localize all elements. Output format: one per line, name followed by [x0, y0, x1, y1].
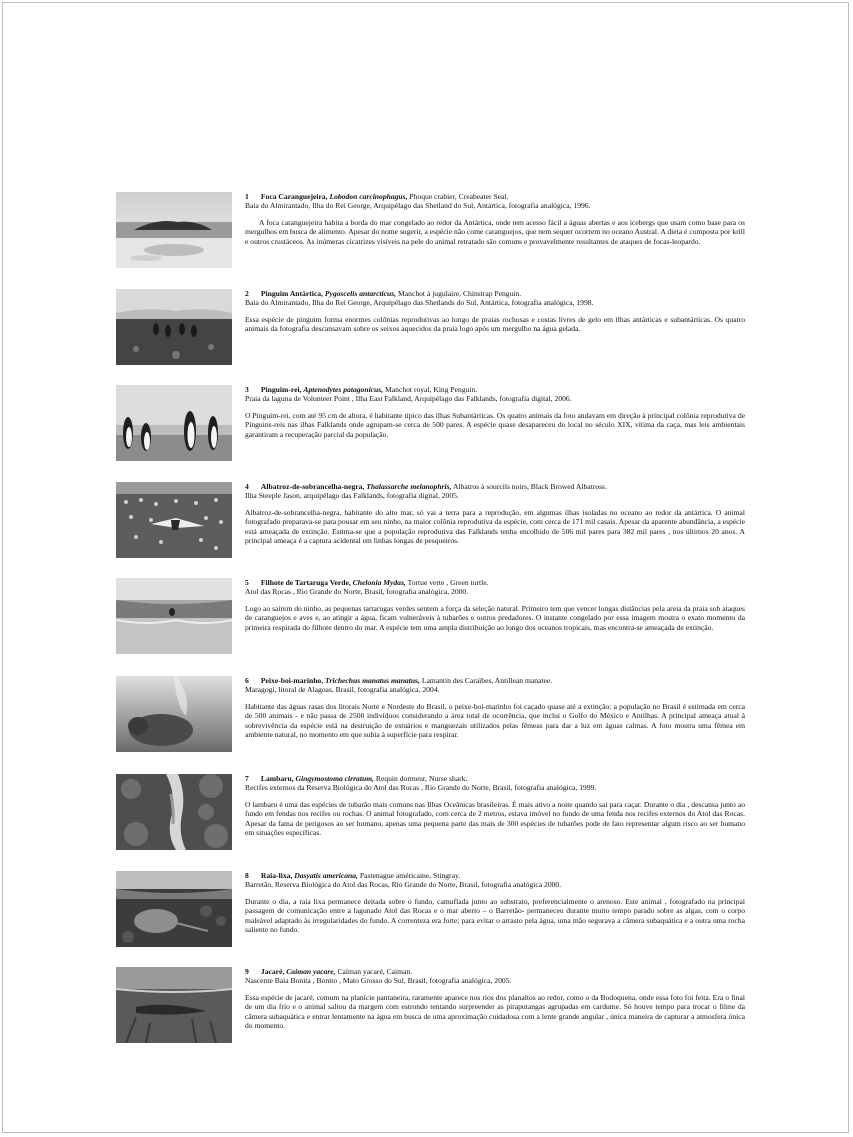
entry-location: Nascente Baia Bonita , Bonito , Mato Grosso do Sul, Brasil, fotografia analógica, 2005. — [245, 976, 512, 986]
species-entry — [116, 676, 746, 756]
photo-green-turtle — [116, 578, 232, 654]
entry-description: Durante o dia, a raia lixa permanece deitada sobre o fundo, camuflada junto ao substrato, preferencialmente o arenoso. Este animal , fotografado na principal passagem de comunicação entre a lagunado Atol das Rocas e o mar aberto – o Barretão- permaneceu durante muito tempo parado sobre as algas, com o corpo maleável adaptado às irregularidades do fundo. A correnteza era forte; para evitar o arrasto pela água, uma mão segurava a câmera subaquática e a outra uma rocha saliente no fundo. — [245, 896, 745, 935]
scientific-name: Dasyatis americana, — [294, 871, 358, 880]
entry-location: Baia do Almirantado, Ilha do Rei George, Arquipélago das Shetlands do Sul, Antártica, fotografia analógica, 1998. — [245, 298, 594, 308]
entry-text — [245, 774, 745, 837]
photo-crabeater-seal — [116, 192, 232, 268]
species-entry — [116, 482, 746, 562]
scientific-name: Thalassarche melanophris, — [366, 482, 452, 491]
caiman-photo-icon — [116, 967, 232, 1043]
entry-description: O lambaru é uma das espécies de tubarão mais comuns nas Ilhas Oceânicas brasileiras. É mais ativo a noite quando sai para caçar. Durante o dia , descansa junto ao fundo em fendas nos recifes ou rochas. O animal fotografado, com cerca de 2 metros, estava imóvel no fundo de uma fenda nos recifes externos do Atol das Rocas. Apesar da fama de perigosos ao ser humano, apenas uma pequena parte das mais de 300 espécies de tubarões pode de fato representar algum risco ao ser humano em situações específicas. — [245, 799, 745, 838]
other-names: Pastenague américaine, Stingray. — [359, 871, 461, 880]
entry-number: 9 — [245, 967, 249, 976]
entry-heading — [245, 482, 745, 491]
other-names: Albatros à sourcils noirs, Black Browed Albatross. — [452, 482, 607, 491]
entry-number: 4 — [245, 482, 249, 491]
other-names: Requin dormeur, Nurse shark. — [375, 774, 468, 783]
other-names: Phoque crabier, Creabeater Seal. — [409, 192, 509, 201]
manatee-photo-icon — [116, 676, 232, 752]
albatross-photo-icon — [116, 482, 232, 558]
photo-manatee — [116, 676, 232, 752]
entry-description: Habitante das águas rasas dos litorais Norte e Nordeste do Brasil, o peixe-boi-marinho foi caçado quase até a extinção: a população no Brasil é estimada em cerca de 500 animais - e não passa de 2500 indivíduos considerando a área total de ocorrência, que inclui o Golfo do México e Antilhas. A principal ameaça atual à sobrevivência da espécie está na destruição de estuários e manguezais utilizados pelas fêmeas para dar a luz em águas calmas. A foto mostra uma fêmea em ambiente natural, no momento em que subia à superfície para respirar. — [245, 701, 745, 740]
entry-text — [245, 967, 745, 1030]
entry-heading — [245, 967, 745, 976]
entry-description: O Pinguim-rei, com até 95 cm de altura, é habitante típico das ilhas Subantárticas. Os quatro animais da foto andavam em direção à principal colônia reprodutiva de Pinguins-reis nas ilhas Falklands onde agrupam-se cerca de 500 pares. A espécie quase desapareceu do local no século XIX, vítima da caça, mas leis ambientais garantiram a recuperação parcial da população. — [245, 410, 745, 439]
scientific-name: Aptenodytes patagonicus, — [303, 385, 384, 394]
common-name: Lambaru, — [260, 774, 294, 783]
entry-location: Recifes externos da Reserva Biológica do Atol das Rocas , Rio Grande do Norte, Brasil, fotografia analógica, 1999. — [245, 783, 597, 793]
other-names: Manchot à jugulaire, Chinstrap Penguin. — [398, 289, 522, 298]
entry-heading — [245, 385, 745, 394]
entry-text — [245, 385, 745, 439]
entry-number: 2 — [245, 289, 249, 298]
species-entry — [116, 578, 746, 658]
entry-description: Albatroz-de-sobrancelha-negra, habitante do alto mar, só vai a terra para a reprodução, em algumas ilhas isoladas no oceano ao redor da antártica. O animal fotografado preparava-se para pousar em seu ninho, na maior colônia reprodutiva da espécie, com cerca de 171 mil casais. Apesar da aparente abundância, a espécie está ameaçada de extinção. Estima-se que a população reprodutiva das Falklands tenha encolhido de 506 mil pares para 382 mil pares , nos últimos 20 anos. A principal ameaça é a captura acidental em linhas longas de pesqueiros. — [245, 507, 745, 546]
entry-location: Maragogi, litoral de Alagoas, Brasil, fotografia analógica, 2004. — [245, 685, 440, 695]
photo-albatross — [116, 482, 232, 558]
species-entry — [116, 774, 746, 854]
scientific-name: Pygoscelis antarcticus, — [324, 289, 397, 298]
entry-text — [245, 192, 745, 246]
entry-heading — [245, 676, 745, 685]
common-name: Peixe-boi-marinho, — [260, 676, 324, 685]
scientific-name: Caiman yacare, — [286, 967, 336, 976]
other-names: Caïman yacaré, Caiman. — [337, 967, 413, 976]
entry-description: A foca caranguejeira habita a borda do mar congelado ao redor da Antártica, onde tem acesso fácil a águas abertas e aos icebergs que usam como base para os mergulhos em busca de alimento. Apesar do nome sugerir, a espécie não come caranguejos, que nem sequer ocorrem no oceano Austral. A dieta é composta por krill e outros crustáceos. As inúmeras cicatrizes visíveis na pele do animal retratado são comuns e provavelmente resultantes de ataques de focas-leopardo. — [245, 217, 745, 246]
entry-text — [245, 676, 745, 739]
other-names: Lamantin des Caraïbes, Antillean manatee. — [421, 676, 553, 685]
entry-number: 3 — [245, 385, 249, 394]
scientific-name: Gingymostoma cirratum, — [295, 774, 374, 783]
photo-nurse-shark — [116, 774, 232, 850]
photo-king-penguin — [116, 385, 232, 461]
common-name: Foca Caranguejeira, — [260, 192, 328, 201]
entry-number: 6 — [245, 676, 249, 685]
entry-number: 1 — [245, 192, 249, 201]
entry-text — [245, 289, 745, 334]
other-names: Manchot royal, King Penguin. — [385, 385, 478, 394]
entry-text — [245, 578, 745, 632]
entry-description: Essa espécie de pinguim forma enormes colônias reprodutivas ao longo de praias rochosas e costas livres de gelo em ilhas antárticas e subantárticas. Os quatro animais da fotografia descansavam sobre os seixos aquecidos da praia logo após um mergulho na água gelada. — [245, 314, 745, 334]
species-entry — [116, 192, 746, 272]
photo-chinstrap-penguin — [116, 289, 232, 365]
entry-text — [245, 482, 745, 545]
common-name: Jacaré, — [260, 967, 285, 976]
entry-description: Essa espécie de jacaré, comum na planície pantaneira, raramente aparece nos rios dos planaltos ao redor, como o da Bodoquena, onde essa foto foi feita. Era o final de um dia frio e o animal saltou da margem com estrondo tentando surpreender as piraputangas agrupadas em cardume. Só houve tempo para trocar o filme da câmera subaquática e entrar lentamente na água em busca de uma aproximação cuidadosa com a lente grande angular , única maneira de capturar a atmosfera única do momento. — [245, 992, 745, 1031]
entry-number: 8 — [245, 871, 249, 880]
entry-location: Ilha Steeple Jason, arquipélago das Falklands, fotografia digital, 2005. — [245, 491, 459, 501]
entry-location: Atol das Rocas , Rio Grande do Norte, Brasil, fotografia analógica, 2000. — [245, 587, 469, 597]
scientific-name: Trichechus manatus manatus, — [325, 676, 420, 685]
document-page — [2, 2, 849, 1133]
common-name: Raia-lixa, — [260, 871, 293, 880]
entry-description: Logo ao saírem do ninho, as pequenas tartarugas verdes sentem a força da seleção natural. Primeiro tem que vencer longas distâncias pela areia da praia sob ataques de caranguejos e aves e, ao atingir a água, ficam vulneráveis à tubarões e outros predadores. O instante congelado por essa imagem mostra o exato momento da primeira respirada do filhote dentro do mar. A espécie tem uma ampla distribuição ao longo dos oceanos tropicais, mas encontra-se ameaçada de extinção. — [245, 603, 745, 632]
scientific-name: Lobodon carcinophagus, — [329, 192, 408, 201]
common-name: Filhote de Tartaruga Verde, — [260, 578, 351, 587]
scientific-name: Chelonia Mydas, — [352, 578, 406, 587]
species-entry — [116, 871, 746, 951]
entry-text — [245, 871, 745, 934]
entry-location: Praia da laguna de Volunteer Point , Ilha East Falkland, Arquipélago das Falklands, fotografia digital, 2006. — [245, 394, 572, 404]
photo-stingray — [116, 871, 232, 947]
species-entry — [116, 967, 746, 1047]
turtle-photo-icon — [116, 578, 232, 654]
entry-number: 5 — [245, 578, 249, 587]
common-name: Pinguim Antártica, — [260, 289, 323, 298]
entry-heading — [245, 192, 745, 201]
shark-photo-icon — [116, 774, 232, 850]
penguin-photo-icon — [116, 289, 232, 365]
entry-heading — [245, 774, 745, 783]
entry-number: 7 — [245, 774, 249, 783]
common-name: Pinguim-rei, — [260, 385, 302, 394]
species-entry — [116, 385, 746, 465]
species-entry — [116, 289, 746, 369]
other-names: Tortue verte , Green turtle. — [407, 578, 489, 587]
entry-location: Barretão, Reserva Biológica do Atol das Rocas, Rio Grande do Norte, Brasil, fotografia analógica 2000. — [245, 880, 562, 890]
entry-heading — [245, 289, 745, 298]
seal-photo-icon — [116, 192, 232, 268]
common-name: Albatroz-de-sobrancelha-negra, — [260, 482, 365, 491]
entry-location: Baia do Almirantado, Ilha do Rei George, Arquipélago das Shetland do Sul, Antártica, fotografia analógica, 1996. — [245, 201, 591, 211]
entry-heading — [245, 578, 745, 587]
entry-heading — [245, 871, 745, 880]
king-penguin-photo-icon — [116, 385, 232, 461]
photo-caiman — [116, 967, 232, 1043]
stingray-photo-icon — [116, 871, 232, 947]
